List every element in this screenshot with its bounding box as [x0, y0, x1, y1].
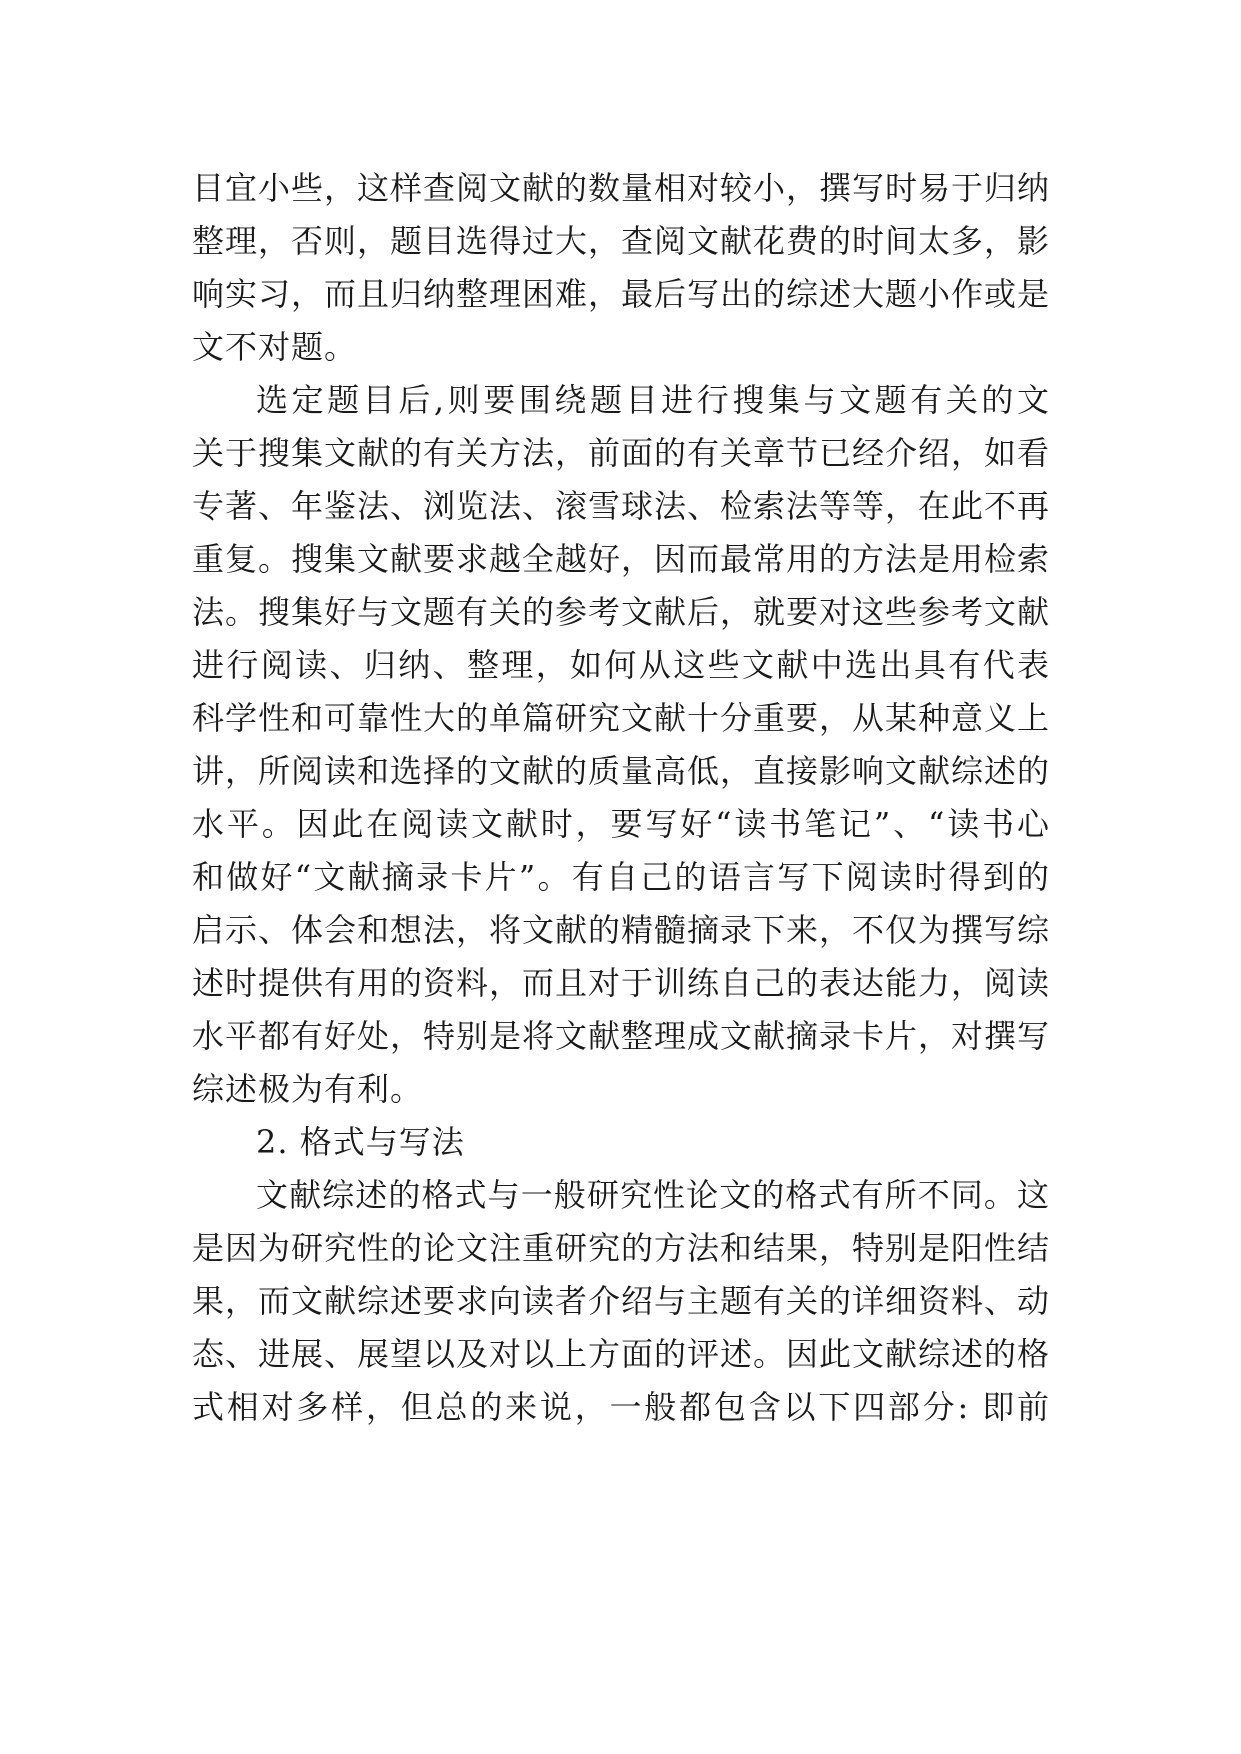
text-line: 式相对多样，但总的来说，一般都包含以下四部分: 即前	[192, 1388, 1050, 1426]
text-line: 讲，所阅读和选择的文献的质量高低，直接影响文献综述的	[192, 752, 1050, 790]
text-line: 水平。因此在阅读文献时，要写好“读书笔记”、“读书心	[192, 805, 1050, 843]
text-line: 目宜小些，这样查阅文献的数量相对较小，撰写时易于归纳	[192, 169, 1050, 207]
text-line: 响实习，而且归纳整理困难，最后写出的综述大题小作或是	[192, 275, 1050, 313]
text-line: 专著、年鉴法、浏览法、滚雪球法、检索法等等，在此不再	[192, 487, 1050, 525]
paragraph-first-line: 文献综述的格式与一般研究性论文的格式有所不同。这	[256, 1176, 1050, 1214]
body-text	[192, 162, 1050, 1434]
text-line: 科学性和可靠性大的单篇研究文献十分重要，从某种意义上	[192, 699, 1050, 737]
text-line: 态、进展、展望以及对以上方面的评述。因此文献综述的格	[192, 1335, 1050, 1373]
text-line: 法。搜集好与文题有关的参考文献后，就要对这些参考文献	[192, 593, 1050, 631]
text-line: 关于搜集文献的有关方法，前面的有关章节已经介绍，如看	[192, 434, 1050, 472]
text-line: 重复。搜集文献要求越全越好，因而最常用的方法是用检索	[192, 540, 1050, 578]
text-line: 综述极为有利。	[192, 1070, 424, 1108]
text-line: 和做好“文献摘录卡片”。有自己的语言写下阅读时得到的	[192, 858, 1050, 896]
text-line: 述时提供有用的资料，而且对于训练自己的表达能力，阅读	[192, 964, 1050, 1002]
text-line: 启示、体会和想法，将文献的精髓摘录下来，不仅为撰写综	[192, 911, 1050, 949]
paragraph-first-line: 2. 格式与写法	[256, 1123, 465, 1161]
text-line: 是因为研究性的论文注重研究的方法和结果，特别是阳性结	[192, 1229, 1050, 1267]
text-line: 水平都有好处，特别是将文献整理成文献摘录卡片，对撰写	[192, 1017, 1050, 1055]
text-line: 进行阅读、归纳、整理，如何从这些文献中选出具有代表	[192, 646, 1050, 684]
text-line: 整理，否则，题目选得过大，查阅文献花费的时间太多，影	[192, 222, 1050, 260]
text-line: 果，而文献综述要求向读者介绍与主题有关的详细资料、动	[192, 1282, 1050, 1320]
paragraph-first-line: 选定题目后,则要围绕题目进行搜集与文题有关的文	[256, 381, 1050, 419]
text-line: 文不对题。	[192, 328, 358, 366]
